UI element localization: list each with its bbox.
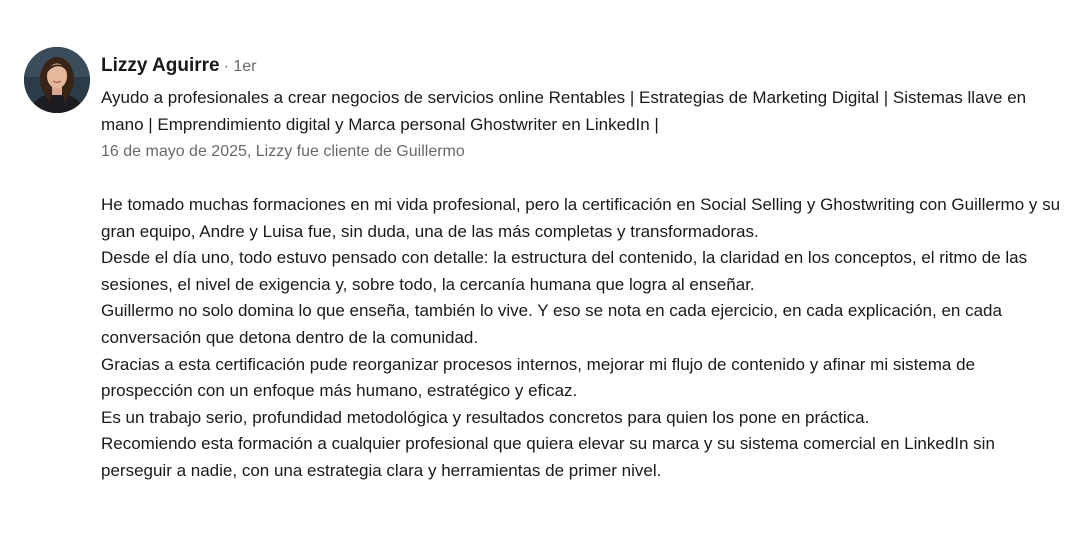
- author-headline: Ayudo a profesionales a crear negocios de servicios online Rentables | Estrategias de Marketing Digital | Sistemas llave en mano | Emprendimiento digital y Marca personal Ghostwriter en LinkedIn |: [101, 88, 1027, 134]
- recommendation-paragraph: Gracias a esta certificación pude reorganizar procesos internos, mejorar mi flujo de contenido y afinar mi sistema de prospección con un enfoque más humano, estratégico y eficaz.: [101, 354, 976, 401]
- recommendation-meta: 16 de mayo de 2025, Lizzy fue cliente de Guillermo: [101, 143, 465, 160]
- recommendation-paragraph: Es un trabajo serio, profundidad metodológica y resultados concretos para quien los pone en práctica.: [101, 407, 870, 427]
- recommendation-paragraph: Guillermo no solo domina lo que enseña, también lo vive. Y eso se nota en cada ejercicio, en cada explicación, en cada conversación que detona dentro de la comunidad.: [101, 301, 1002, 347]
- recommendation-paragraph: Desde el día uno, todo estuvo pensado con detalle: la estructura del contenido, la claridad en los conceptos, el ritmo de las sesiones, el nivel de exigencia y, sobre todo, la cercanía humana que logra al enseñar.: [101, 248, 1028, 294]
- recommendation-content: [101, 52, 1066, 485]
- author-row: [101, 52, 1066, 81]
- avatar[interactable]: [24, 47, 90, 113]
- connection-degree: · 1er: [223, 58, 257, 75]
- recommendation-text: [101, 192, 1066, 485]
- recommendation-paragraph: He tomado muchas formaciones en mi vida profesional, pero la certificación en Social Selling y Ghostwriting con Guillermo y su gran equipo, Andre y Luisa fue, sin duda, una de las más completas y transformadoras.: [101, 195, 1061, 241]
- profile-photo-icon: [24, 47, 90, 113]
- author-name[interactable]: Lizzy Aguirre: [101, 55, 220, 76]
- recommendation-paragraph: Recomiendo esta formación a cualquier profesional que quiera elevar su marca y su sistema comercial en LinkedIn sin perseguir a nadie, con una estrategia clara y herramientas de primer nivel.: [101, 434, 995, 480]
